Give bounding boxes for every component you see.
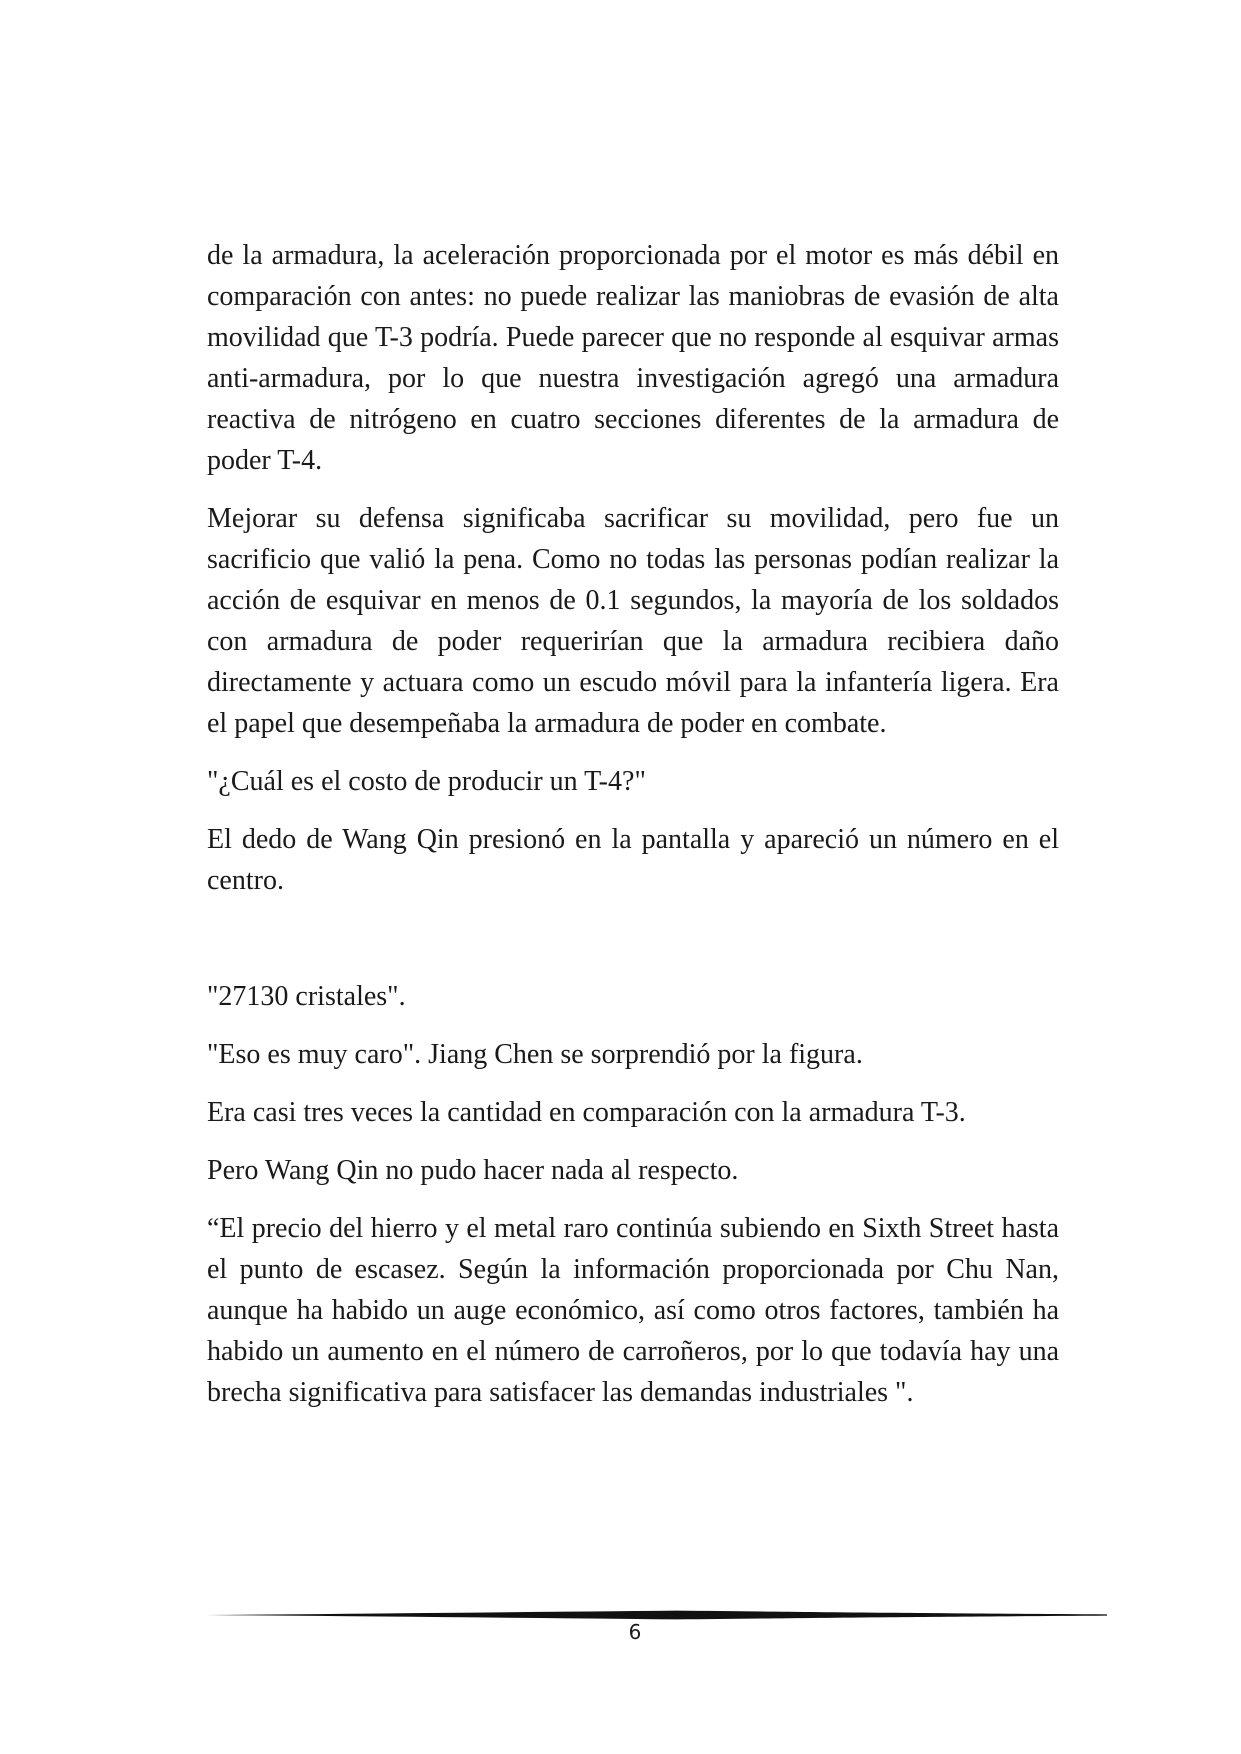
paragraph: "¿Cuál es el costo de producir un T-4?": [207, 766, 646, 797]
paragraph: de la armadura, la aceleración proporcionada por el motor es más débil en comparación con antes: no puede realizar las maniobras de evasión de alta movilidad que T-3 podría. Puede parecer que no responde al esquivar armas anti-armadura, por lo que nuestra investigación agregó una armadura reactiva de nitrógeno en cuatro secciones diferentes de la armadura de poder T-4.: [207, 240, 1059, 476]
body-text: [207, 235, 1059, 1430]
paragraph: "Eso es muy caro". Jiang Chen se sorprendió por la figura.: [207, 1039, 863, 1070]
page-number: 6: [628, 1620, 642, 1644]
paragraph: “El precio del hierro y el metal raro continúa subiendo en Sixth Street hasta el punto de escasez. Según la información proporcionada por Chu Nan, aunque ha habido un auge económico, así como otros factores, también ha habido un aumento en el número de carroñeros, por lo que todavía hay una brecha significativa para satisfacer las demandas industriales ".: [207, 1213, 1059, 1408]
paragraph: El dedo de Wang Qin presionó en la pantalla y apareció un número en el centro.: [207, 824, 1059, 896]
paragraph: Era casi tres veces la cantidad en comparación con la armadura T-3.: [207, 1097, 966, 1128]
paragraph: "27130 cristales".: [207, 981, 406, 1012]
paragraph: Pero Wang Qin no pudo hacer nada al respecto.: [207, 1155, 739, 1186]
paragraph: Mejorar su defensa significaba sacrificar su movilidad, pero fue un sacrificio que valió la pena. Como no todas las personas podían realizar la acción de esquivar en menos de 0.1 segundos, la mayoría de los soldados con armadura de poder requerirían que la armadura recibiera daño directamente y actuara como un escudo móvil para la infantería ligera. Era el papel que desempeñaba la armadura de poder en combate.: [207, 503, 1059, 739]
